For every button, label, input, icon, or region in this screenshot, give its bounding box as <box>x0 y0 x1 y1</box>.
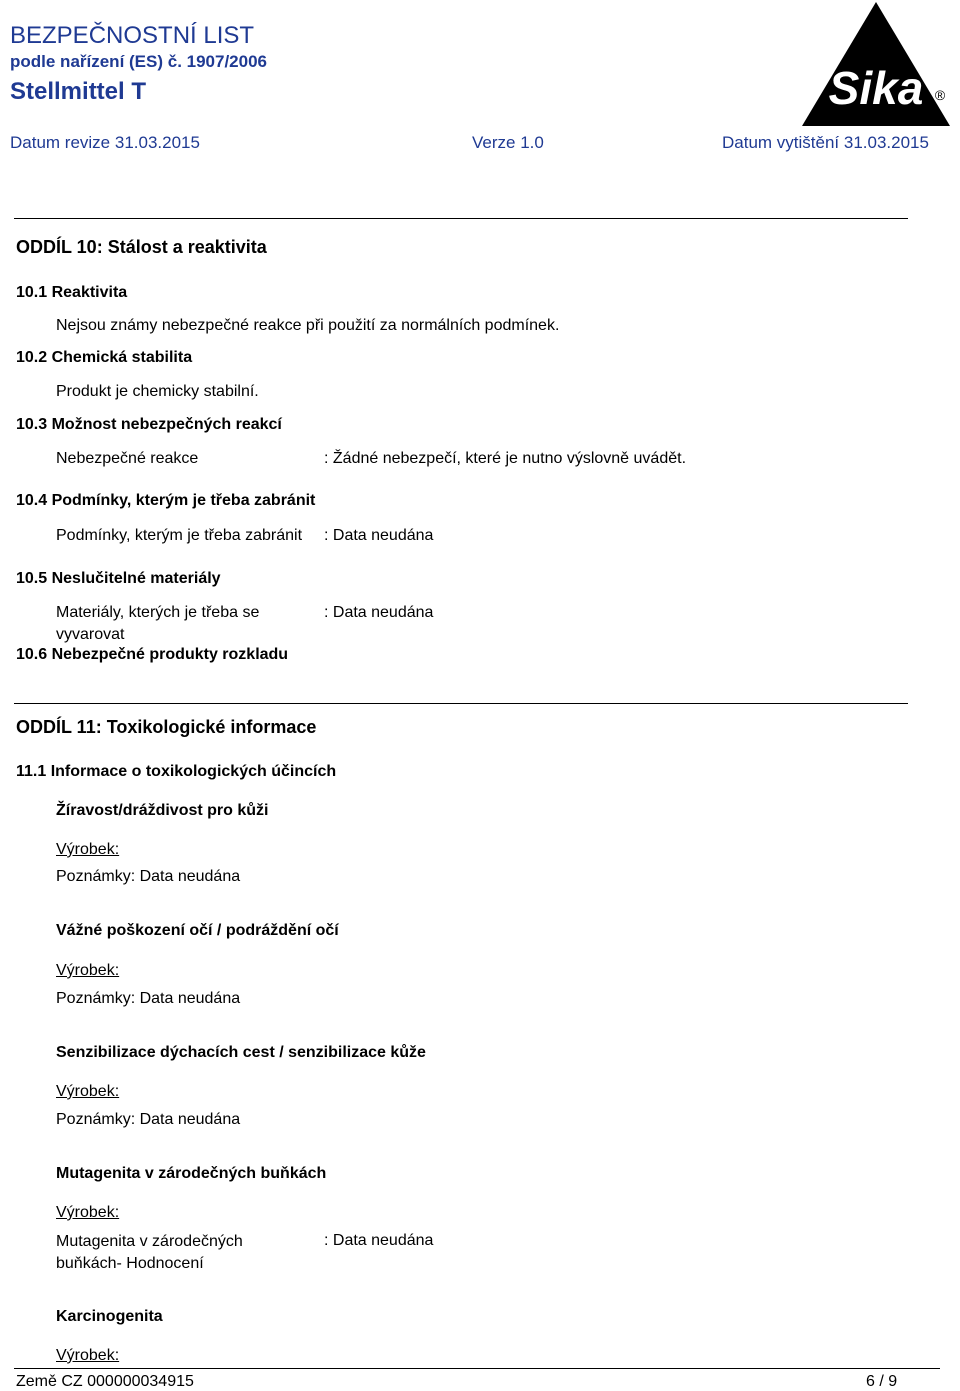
section-divider <box>14 218 908 219</box>
section10-6-title: 10.6 Nebezpečné produkty rozkladu <box>16 646 289 663</box>
skin-corrosion-title: Žíravost/dráždivost pro kůži <box>56 802 269 819</box>
logo-wordmark: Sika <box>828 62 924 114</box>
section10-2-title: 10.2 Chemická stabilita <box>16 349 193 366</box>
reactivity-text: Nejsou známy nebezpečné reakce při použití za normálních podmínek. <box>56 317 560 334</box>
document-title: BEZPEČNOSTNÍ LIST <box>10 22 255 49</box>
carcinogenicity-title: Karcinogenita <box>56 1308 163 1325</box>
page-number: 6 / 9 <box>866 1373 898 1390</box>
product-name: Stellmittel T <box>10 78 147 105</box>
section10-5-title: 10.5 Neslučitelné materiály <box>16 570 221 587</box>
conditions-avoid-label: Podmínky, kterým je třeba zabránit <box>56 527 303 544</box>
sensitization-product-label: Výrobek: <box>56 1083 120 1100</box>
incompatible-materials-value: : Data neudána <box>324 604 434 621</box>
version: Verze 1.0 <box>472 133 544 152</box>
eye-note: Poznámky: Data neudána <box>56 990 241 1007</box>
section11-heading: ODDÍL 11: Toxikologické informace <box>16 717 317 737</box>
sensitization-title: Senzibilizace dýchacích cest / senzibilizace kůže <box>56 1044 426 1061</box>
footer-divider <box>14 1368 940 1369</box>
mutagenicity-title: Mutagenita v zárodečných buňkách <box>56 1165 327 1182</box>
section10-heading: ODDÍL 10: Stálost a reaktivita <box>16 237 267 257</box>
footer-country: Země CZ 000000034915 <box>16 1373 194 1390</box>
hazardous-reactions-value: : Žádné nebezpečí, které je nutno výslovně uvádět. <box>324 450 687 467</box>
conditions-avoid-value: : Data neudána <box>324 527 434 544</box>
sensitization-note: Poznámky: Data neudána <box>56 1111 241 1128</box>
eye-damage-title: Vážné poškození očí / podráždění očí <box>56 922 339 939</box>
incompatible-materials-label: Materiály, kterých je třeba se vyvarovat <box>56 604 260 643</box>
section10-3-title: 10.3 Možnost nebezpečných reakcí <box>16 416 282 433</box>
section-divider <box>14 703 908 704</box>
sika-logo <box>800 0 952 128</box>
skin-note: Poznámky: Data neudána <box>56 868 241 885</box>
section11-1-title: 11.1 Informace o toxikologických účincích <box>16 763 337 780</box>
mutagenicity-assessment-value: : Data neudána <box>324 1232 434 1249</box>
regulation-reference: podle nařízení (ES) č. 1907/2006 <box>10 52 268 71</box>
carcinogenicity-product-label: Výrobek: <box>56 1347 120 1364</box>
eye-product-label: Výrobek: <box>56 962 120 979</box>
stability-text: Produkt je chemicky stabilní. <box>56 383 259 400</box>
skin-product-label: Výrobek: <box>56 841 120 858</box>
revision-date: Datum revize 31.03.2015 <box>10 133 200 152</box>
mutagenicity-product-label: Výrobek: <box>56 1204 120 1221</box>
section10-4-title: 10.4 Podmínky, kterým je třeba zabránit <box>16 492 316 509</box>
mutagenicity-assessment-label: Mutagenita v zárodečných buňkách- Hodnocení <box>56 1233 243 1272</box>
section10-1-title: 10.1 Reaktivita <box>16 284 128 301</box>
print-date: Datum vytištění 31.03.2015 <box>722 133 929 152</box>
registered-mark: ® <box>934 87 946 103</box>
hazardous-reactions-label: Nebezpečné reakce <box>56 450 199 467</box>
